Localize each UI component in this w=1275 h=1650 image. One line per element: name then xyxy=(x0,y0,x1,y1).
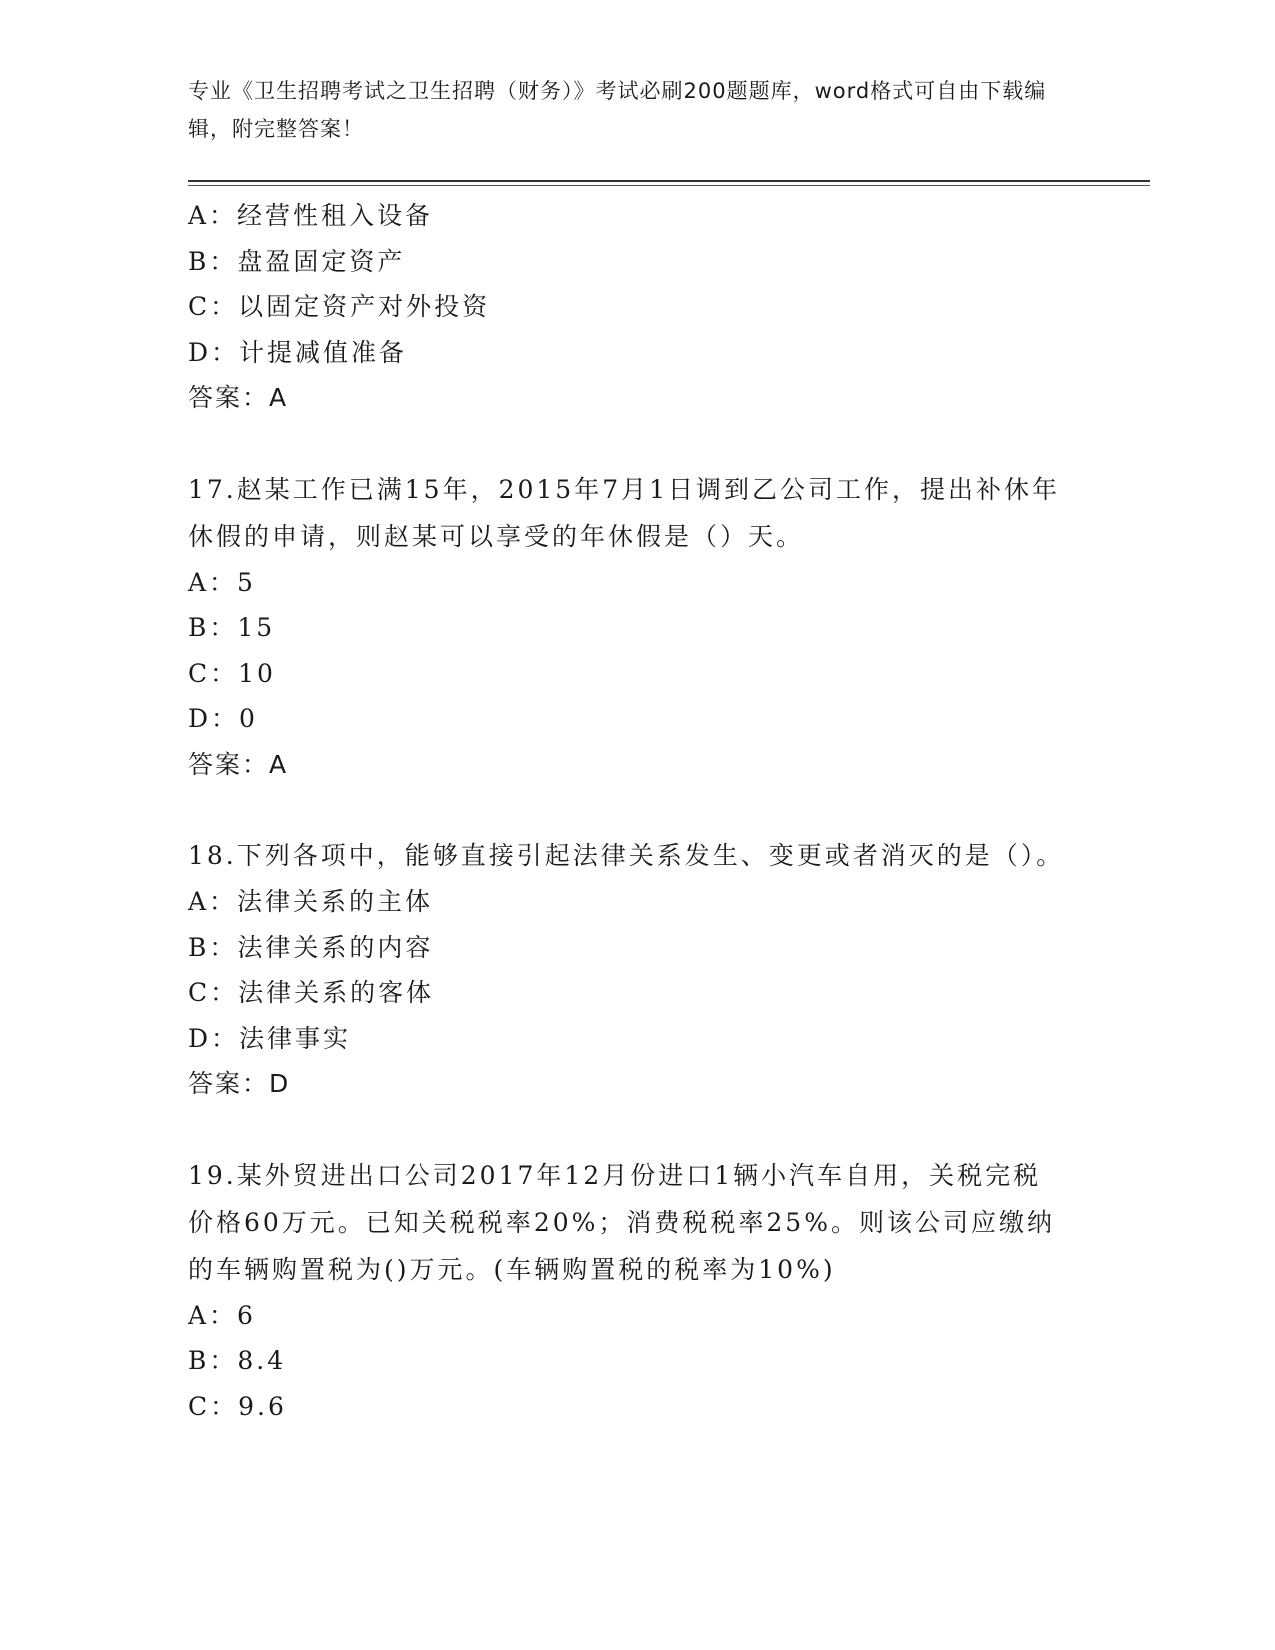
option-a: A：法律关系的主体 xyxy=(188,887,434,916)
answer: 答案：A xyxy=(188,383,289,412)
option-a: A：5 xyxy=(188,567,256,597)
option-d: D：0 xyxy=(188,704,258,733)
header-rule-thin xyxy=(188,185,1150,186)
option-b: B：15 xyxy=(188,613,276,642)
question-17 xyxy=(188,466,1068,788)
question-text: 18.下列各项中，能够直接引起法律关系发生、变更或者消灭的是（）。 xyxy=(188,841,1065,870)
answer: 答案：D xyxy=(188,1069,291,1098)
option-b: B：盘盈固定资产 xyxy=(188,246,406,276)
option-d: D：法律事实 xyxy=(188,1023,352,1053)
option-b: B：8.4 xyxy=(188,1346,287,1375)
question-19 xyxy=(188,1152,1068,1430)
question-18 xyxy=(188,832,1068,1107)
option-c: C：以固定资产对外投资 xyxy=(188,292,491,321)
option-c: C：法律关系的客体 xyxy=(188,978,435,1007)
option-c: C：10 xyxy=(188,658,276,688)
question-continued xyxy=(188,193,1068,421)
header-rule-thick xyxy=(188,180,1150,182)
document-header: 专业《卫生招聘考试之卫生招聘（财务）》考试必刷200题题库，word格式可自由下载编辑，附完整答案！ xyxy=(188,79,1047,141)
question-text: 17.赵某工作已满15年，2015年7月1日调到乙公司工作，提出补休年休假的申请，则赵某可以享受的年休假是（）天。 xyxy=(188,474,1061,551)
question-text: 19.某外贸进出口公司2017年12月份进口1辆小汽车自用，关税完税价格60万元。已知关税税率20%；消费税税率25%。则该公司应缴纳的车辆购置税为()万元。(车辆购置税的税率为10%) xyxy=(188,1160,1055,1284)
option-d: D：计提减值准备 xyxy=(188,337,408,367)
answer: 答案：A xyxy=(188,749,289,779)
option-a: A：6 xyxy=(188,1300,256,1330)
option-c: C：9.6 xyxy=(188,1391,287,1421)
option-b: B：法律关系的内容 xyxy=(188,932,434,962)
option-a: A：经营性租入设备 xyxy=(188,201,434,230)
question-list xyxy=(188,193,1068,1429)
